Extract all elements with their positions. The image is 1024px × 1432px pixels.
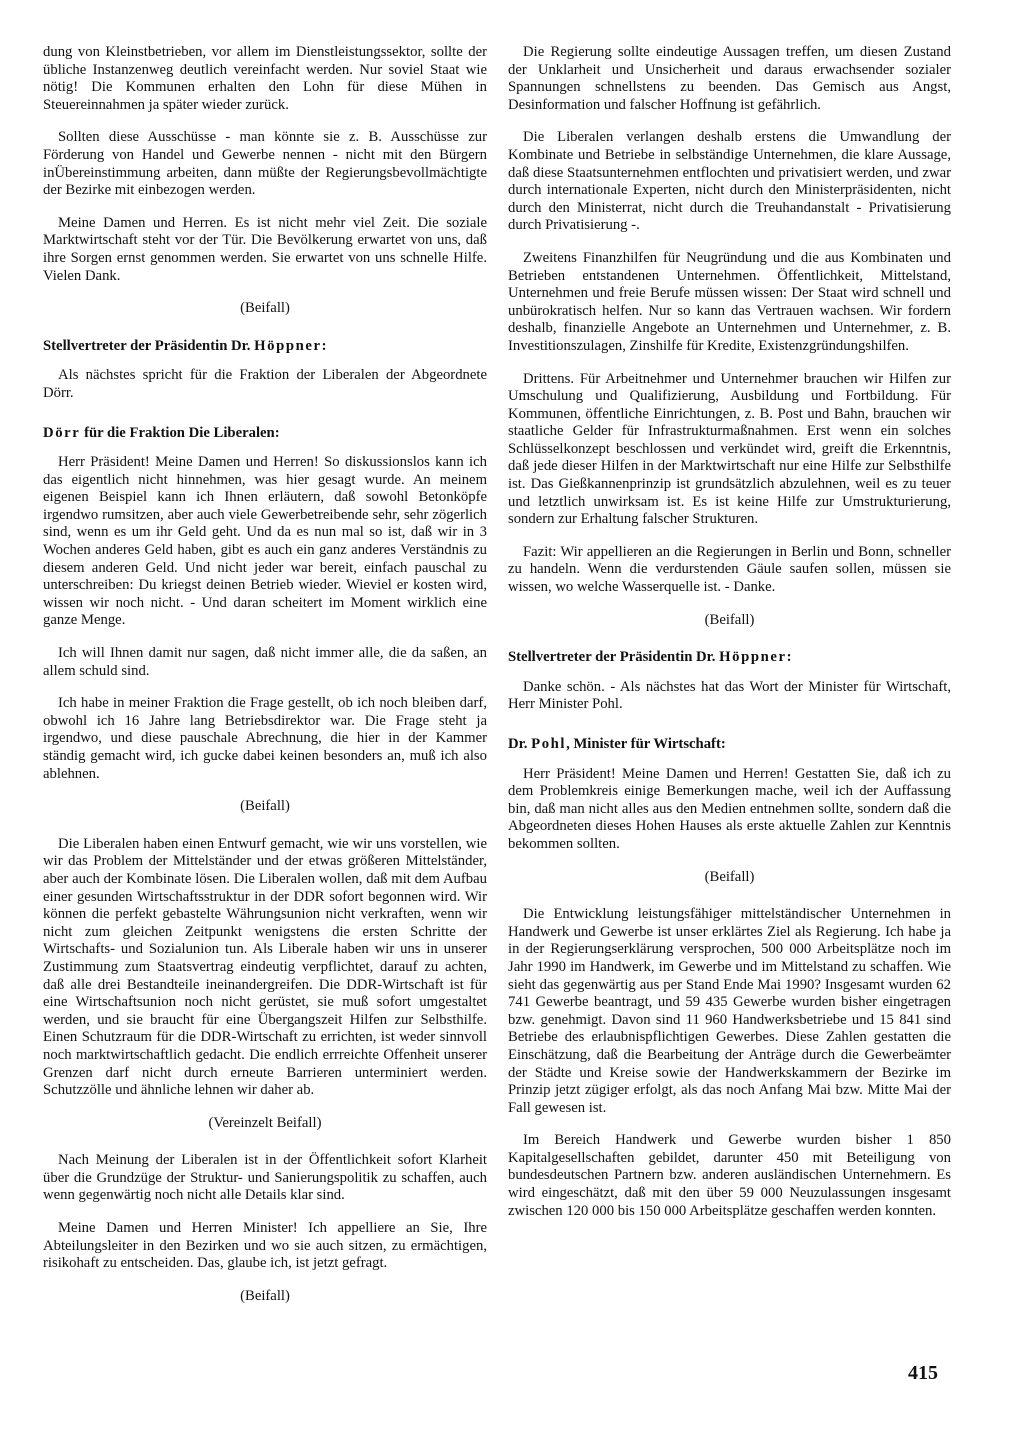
paragraph: Im Bereich Handwerk und Gewerbe wurden bisher 1 850 Kapitalgesellschaften gebildet, darunter 450 mit Beteiligung von bundesdeutschen Partnern bzw. anderen ausländischen Unternehmern. Es wird eingeschätzt, daß mit den über 59 000 Neuzulassungen insgesamt zwischen 120 000 bis 150 000 Arbeitsplätze geschaffen werden konnten.: [508, 1132, 951, 1219]
paragraph: Herr Präsident! Meine Damen und Herren! So diskussionslos kann ich das eigentlich nicht hinnehmen, was hier gesagt wurde. An meinem eigenen Beispiel kann ich Ihnen erläutern, daß sowohl Betonköpfe irgendwo rumsitzen, aber auch viele Gewerbetreibende sehr, sehr zögerlich sind, wenn es um ihr Geld geht. Und da es nun mal so ist, daß wir in 3 Wochen anderes Geld haben, gibt es auch ein ganz anderes Verständnis zu diesem anderen Geld. Und nicht jeder war bereit, einfach pauschal zu unterschreiben: Du kriegst deinen Betrieb wieder. Wieviel er kosten wird, wissen wir noch nicht. - Und daran scheitert im Moment wirklich eine ganze Menge.: [43, 454, 487, 629]
applause-note: (Beifall): [240, 798, 290, 815]
paragraph: Meine Damen und Herren. Es ist nicht mehr viel Zeit. Die soziale Marktwirtschaft steht vor der Tür. Die Bevölkerung erwartet von uns, daß ihre Sorgen ernst genommen werden. Sie erwartet von uns schnelle Hilfe. Vielen Dank.: [43, 214, 487, 284]
paragraph: Herr Präsident! Meine Damen und Herren! Gestatten Sie, daß ich zu dem Problemkreis einige Bemerkungen mache, weil ich der Auffassung bin, daß man nicht alles aus den Medien entnehmen sollte, sondern daß die Abgeordneten dieses Hohen Hauses als erste aktuelle Zahlen zur Kenntnis bekommen sollten.: [508, 765, 951, 852]
speaker-heading: [43, 425, 487, 443]
paragraph: dung von Kleinstbetrieben, vor allem im Dienstleistungssektor, sollte der übliche Instanzenweg deutlich vereinfacht werden. Nur soviel Staat wie nötig! Die Kommunen erhalten den Lohn für diese Mühen in Steuereinnahmen ja später wieder zurück.: [43, 44, 487, 113]
speaker-name: Höppner: [719, 649, 787, 666]
speaker-suffix: für die Fraktion Die Liberalen:: [80, 424, 280, 441]
paragraph: Die Liberalen verlangen deshalb erstens die Umwandlung der Kombinate und Betriebe in selbständige Unternehmen, die klare Aussage, daß diese Staatsunternehmen entflochten und privatisiert werden, und zwar durch internationale Experten, nicht durch den Ministerpräsidenten, nicht durch den Ministerrat, nicht durch die Treuhandanstalt - Privatisierung durch Privatisierung -.: [508, 129, 951, 234]
paragraph: Die Liberalen haben einen Entwurf gemacht, wie wir uns vorstellen, wie wir das Problem der Mittelständer und der etwas größeren Mittelständer, aber auch der Kombinate lösen. Die Liberalen wollen, daß mit dem Aufbau einer gesunden Wirtschaftsstruktur in der DDR sofort begonnen wird. Wir können die perfekt gebastelte Währungsunion nicht verkraften, wenn wir nicht zum gleichen Zeitpunkt wenigstens die ersten Schritte der Wirtschafts- und Sozialunion tun. Als Liberale haben wir uns in unserer Zustimmung zum Staatsvertrag eindeutig verpflichtet, darauf zu achten, daß alle drei Bestandteile ineinandergreifen. Die DDR-Wirtschaft ist für eine Wirtschaftsunion noch nicht gerüstet, sie muß sofort umgestaltet werden, und sie braucht für eine Übergangszeit Hilfen zur Selbsthilfe. Einen Schutzraum für die DDR-Wirtschaft zu errichten, ist weder sinnvoll noch marktwirtschaftlich gedacht. Die endlich errreichte Offenheit unserer Grenzen darf nicht durch erneute Barrieren unterminiert werden. Schutzzölle und ähnliche lehnen wir daher ab.: [43, 835, 487, 1099]
paragraph: Fazit: Wir appellieren an die Regierungen in Berlin und Bonn, schneller zu handeln. Wenn die verdurstenden Gäule saufen sollen, müssen sie wissen, wo welche Wasserquelle ist. - Danke.: [508, 543, 951, 596]
speaker-heading: [508, 736, 951, 754]
applause-note: (Vereinzelt Beifall): [208, 1114, 322, 1131]
paragraph: Ich habe in meiner Fraktion die Frage gestellt, ob ich noch bleiben darf, obwohl ich 16 Jahre lang Betriebsdirektor war. Die Frage steht ja irgendwo, und diese pauschale Abrechnung, die hier in der Kammer ständig gemacht wird, ich gucke dabei keinen besonders an, muß ich also ablehnen.: [43, 695, 487, 782]
page-number: 415: [908, 1362, 938, 1384]
paragraph: Drittens. Für Arbeitnehmer und Unternehmer brauchen wir Hilfen zur Umschulung und Qualifizierung, Ausbildung und Fortbildung. Für Kommunen, öffentliche Einrichtungen, z. B. Post und Bahn, brauchen wir staatliche Gelder für Infrastrukturmaßnahmen. Erst wenn ein solches Schlüsselkonzept beschlossen und verkündet wird, greift die Erkenntnis, daß jede dieser Hilfen in der Marktwirtschaft nur eine Hilfe zur Selbsthilfe ist. Das Gießkannenprinzip ist grundsätzlich abzulehnen, weil es zu teuer und letztlich unwirksam ist. Es ist keine Hilfe zur Umstrukturierung, sondern zur Erhaltung falscher Strukturen.: [508, 370, 951, 528]
applause-note: (Beifall): [704, 611, 755, 628]
speaker-name: Dörr: [43, 424, 81, 441]
speaker-suffix: , Minister für Wirtschaft:: [566, 736, 726, 752]
applause-note: (Beifall): [704, 868, 755, 885]
speaker-suffix: :: [786, 649, 792, 666]
speaker-heading: [508, 649, 951, 667]
paragraph: Ich will Ihnen damit nur sagen, daß nicht immer alle, die da saßen, an allem schuld sind.: [43, 645, 487, 679]
paragraph: Als nächstes spricht für die Fraktion der Liberalen der Abgeordnete Dörr.: [43, 367, 487, 401]
speaker-role: Stellvertreter der Präsidentin Dr.: [508, 649, 720, 666]
speaker-name: Pohl: [531, 736, 567, 752]
speaker-suffix: :: [321, 337, 327, 354]
paragraph: Die Entwicklung leistungsfähiger mittelständischer Unternehmen in Handwerk und Gewerbe ist unser erklärtes Ziel als Regierung. Ich habe ja in der Regierungserklärung versprochen, 500 000 Arbeitsplätze noch im Jahr 1990 im Handwerk, im Gewerbe und im Mittelstand zu schaffen. Wie sieht das gegenwärtig aus per Stand Ende Mai 1990? Insgesamt wurden 62 741 Gewerbe beantragt, und 59 435 Gewerbe wurden bisher eingetragen bzw. genehmigt. Davon sind 11 960 Handwerksbetriebe und 15 841 sind Betriebe des erlaubnispflichtigen Gewerbes. Diese Zahlen gestatten die Einschätzung, daß die Bearbeitung der Anträge durch die Gewerbeämter der Städte und Kreise sowie der Handwerkskammern der Bezirke im Prinzip jetzt zügiger erfolgt, als das noch Anfang Mai bzw. Mitte Mai der Fall gewesen ist.: [508, 906, 951, 1116]
applause-note: (Beifall): [240, 1287, 290, 1304]
paragraph: Sollten diese Ausschüsse - man könnte sie z. B. Ausschüsse zur Förderung von Handel und Gewerbe nennen - nicht mit den Bürgern inÜbereinstimmung arbeiten, dann müßte der Regierungsbevollmächtigte der Bezirke mit einbezogen werden.: [43, 129, 487, 199]
left-column: [43, 44, 487, 1325]
right-column: [508, 44, 951, 1235]
paragraph: Zweitens Finanzhilfen für Neugründung und die aus Kombinaten und Betrieben entstandenen Unternehmen. Öffentlichkeit, Mittelstand, Unternehmen und freie Berufe müssen wissen: Der Staat wird schnell und unbürokratisch helfen. Nur so kann das Vertrauen wachsen. Wir fordern deshalb, finanzielle Angebote an Unternehmen und Unternehmer, z. B. Investitionszulagen, Zinshilfe für Kredite, Existenzgründungshilfen.: [508, 249, 951, 354]
speaker-title: Dr.: [508, 736, 532, 752]
paragraph: Danke schön. - Als nächstes hat das Wort der Minister für Wirtschaft, Herr Minister Pohl.: [508, 678, 951, 713]
applause-note: (Beifall): [240, 300, 290, 317]
speaker-name: Höppner: [254, 337, 322, 354]
speaker-role: Stellvertreter der Präsidentin Dr.: [43, 337, 255, 354]
paragraph: Die Regierung sollte eindeutige Aussagen treffen, um diesen Zustand der Unklarheit und Unsicherheit und daraus erwachsender sozialer Spannungen schnellstens zu beenden. Das Gemisch aus Angst, Desinformation und falscher Hoffnung ist gefährlich.: [508, 44, 951, 113]
paragraph: Meine Damen und Herren Minister! Ich appelliere an Sie, Ihre Abteilungsleiter in den Bezirken und wo sie auch sitzen, zu ermächtigen, risikohaft zu entscheiden. Das, glaube ich, ist jetzt gefragt.: [43, 1220, 487, 1272]
speaker-heading: [43, 338, 487, 356]
paragraph: Nach Meinung der Liberalen ist in der Öffentlichkeit sofort Klarheit über die Grundzüge der Struktur- und Sanierungspolitik zu schaffen, auch wenn gegenwärtig noch nicht alle Details klar sind.: [43, 1152, 487, 1204]
